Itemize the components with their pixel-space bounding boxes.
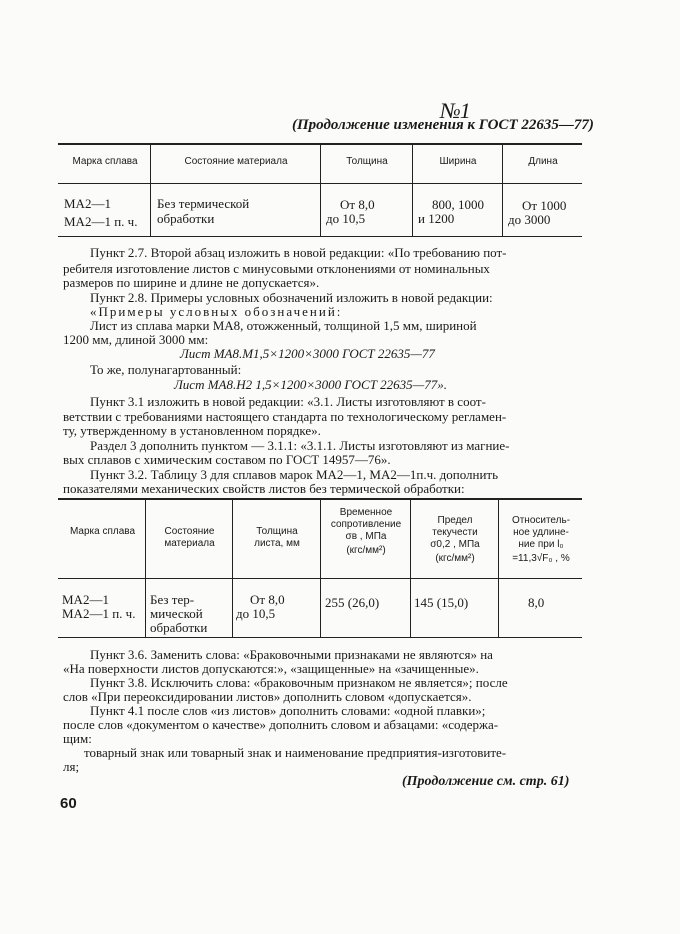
- table-1-divider: [320, 143, 321, 237]
- table-1-header-state: Состояние материала: [184, 156, 288, 167]
- text-line: ветствии с требованиями настоящего стандарта по технологическому регламен-: [63, 409, 507, 424]
- table-1-grade: МА2—1 п. ч.: [64, 214, 138, 229]
- text-line: «На поверхности листов допускаются:», «защищенные» на «зачищенные».: [63, 661, 479, 676]
- text-line: Пункт 3.8. Исключить слова: «браковочным признаком не является»; после: [90, 675, 508, 690]
- table-2-divider: [232, 498, 233, 638]
- table-1-thickness: до 10,5: [326, 211, 366, 226]
- text-line: Лист из сплава марки МА8, отожженный, толщиной 1,5 мм, шириной: [90, 318, 477, 333]
- text-line: Пункт 3.2. Таблицу 3 для сплавов марок МА2—1, МА2—1п.ч. дополнить: [90, 467, 499, 482]
- text-line: Пункт 3.6. Заменить слова: «Браковочными признаками не являются» на: [90, 647, 493, 662]
- text-line: вых сплавов с химическим составом по ГОСТ 14957—76».: [63, 452, 391, 467]
- table-2-header-yield: Предел: [437, 515, 473, 526]
- text-line: после слов «документом о качестве» дополнить словом и абзацами: «содержа-: [63, 717, 499, 732]
- table-2-header-grade: Марка сплава: [69, 526, 136, 537]
- table-2-header-elongation: ное удлине-: [513, 527, 569, 538]
- table-2-state: мической: [150, 606, 203, 621]
- table-2-thickness: до 10,5: [236, 606, 276, 621]
- text-line: 1200 мм, длиной 3000 мм:: [63, 332, 209, 347]
- table-1-header-thickness: Толщина: [346, 156, 388, 167]
- table-2-header-tensile: сопротивление: [330, 519, 402, 530]
- text-line: ля;: [63, 759, 80, 774]
- table-2-divider: [320, 498, 321, 638]
- table-2-header-state: Состояние: [164, 526, 215, 537]
- text-line: слов «При переоксидировании листов» дополнить словом «допускается».: [63, 689, 472, 704]
- table-1-state: обработки: [157, 211, 215, 226]
- text-line: ребителя изготовление листов с минусовыми отклонениями от номинальных: [63, 261, 490, 276]
- table-1-header-grade: Марка сплава: [72, 156, 138, 167]
- text-line: «Примеры условных обозначений:: [90, 304, 343, 319]
- table-2-header-yield: (кгс/мм²): [435, 553, 475, 564]
- text-line: Пункт 4.1 после слов «из листов» дополнить словами: «одной плавки»;: [90, 703, 486, 718]
- table-2-header-tensile: Временное: [339, 507, 393, 518]
- text-line: размеров по ширине и длине не допускается».: [63, 275, 320, 290]
- text-line: То же, полунагартованный:: [90, 362, 242, 377]
- table-2-header-yield: σ0,2 , МПа: [430, 539, 480, 550]
- table-2-divider: [498, 498, 499, 638]
- table-2-header-thickness: листа, мм: [254, 538, 300, 549]
- table-2-header-state: материала: [164, 538, 215, 549]
- table-2-grade: МА2—1 п. ч.: [62, 606, 136, 621]
- table-1-divider: [412, 143, 413, 237]
- table-2-grade: МА2—1: [62, 592, 109, 607]
- table-1-width: 800, 1000: [432, 197, 484, 212]
- page-number: 60: [60, 795, 77, 812]
- table-2-header-yield: текучести: [432, 527, 478, 538]
- table-1-divider: [502, 143, 503, 237]
- table-1-header-width: Ширина: [439, 156, 477, 167]
- table-1-header-length: Длина: [528, 156, 558, 167]
- text-line: товарный знак или товарный знак и наименование предприятия-изготовите-: [84, 745, 507, 760]
- table-1-width: и 1200: [418, 211, 455, 226]
- table-2-header-tensile: σв , МПа: [345, 531, 387, 542]
- table-1-grade: МА2—1: [64, 196, 111, 211]
- text-line: щим:: [63, 731, 92, 746]
- continuation-note: (Продолжение см. стр. 61): [402, 774, 570, 789]
- table-1-thickness: От 8,0: [340, 197, 375, 212]
- designation-example: Лист МА8.Н2 1,5×1200×3000 ГОСТ 22635—77».: [174, 377, 447, 392]
- text-line: показателями механических свойств листов без термической обработки:: [63, 481, 465, 496]
- table-2-divider: [410, 498, 411, 638]
- text-line: Пункт 2.7. Второй абзац изложить в новой редакции: «По требованию пот-: [90, 245, 507, 260]
- handwritten-mark: №1: [440, 98, 470, 123]
- text-line: ту, утвержденному в установленном порядке».: [63, 423, 321, 438]
- table-1-divider: [150, 143, 151, 237]
- table-1-state: Без термической: [157, 196, 250, 211]
- designation-example: Лист МА8.М1,5×1200×3000 ГОСТ 22635—77: [180, 346, 435, 361]
- table-2-state: обработки: [150, 620, 208, 635]
- table-2-header-elongation: =11,3√F₀ , %: [512, 553, 570, 564]
- table-2-header-tensile: (кгс/мм²): [346, 545, 386, 556]
- table-2-tensile: 255 (26,0): [325, 595, 380, 610]
- table-1-length: От 1000: [522, 198, 567, 213]
- table-2-thickness: От 8,0: [250, 592, 285, 607]
- text-line: Пункт 2.8. Примеры условных обозначений изложить в новой редакции:: [90, 290, 493, 305]
- page-header: (Продолжение изменения к ГОСТ 22635—77): [292, 117, 594, 133]
- table-2-divider: [145, 498, 146, 638]
- table-2-elongation: 8,0: [528, 595, 545, 610]
- text-line: Раздел 3 дополнить пунктом — 3.1.1: «3.1.1. Листы изготовляют из магние-: [90, 438, 510, 453]
- table-2-header-elongation: Относитель-: [511, 515, 571, 526]
- table-2-header-elongation: ние при l₀: [518, 539, 564, 550]
- table-1-length: до 3000: [508, 212, 551, 227]
- table-2-state: Без тер-: [150, 592, 195, 607]
- table-2-yield: 145 (15,0): [414, 595, 469, 610]
- text-line: Пункт 3.1 изложить в новой редакции: «3.1. Листы изготовляют в соот-: [90, 394, 486, 409]
- table-2-header-thickness: Толщина: [256, 526, 298, 537]
